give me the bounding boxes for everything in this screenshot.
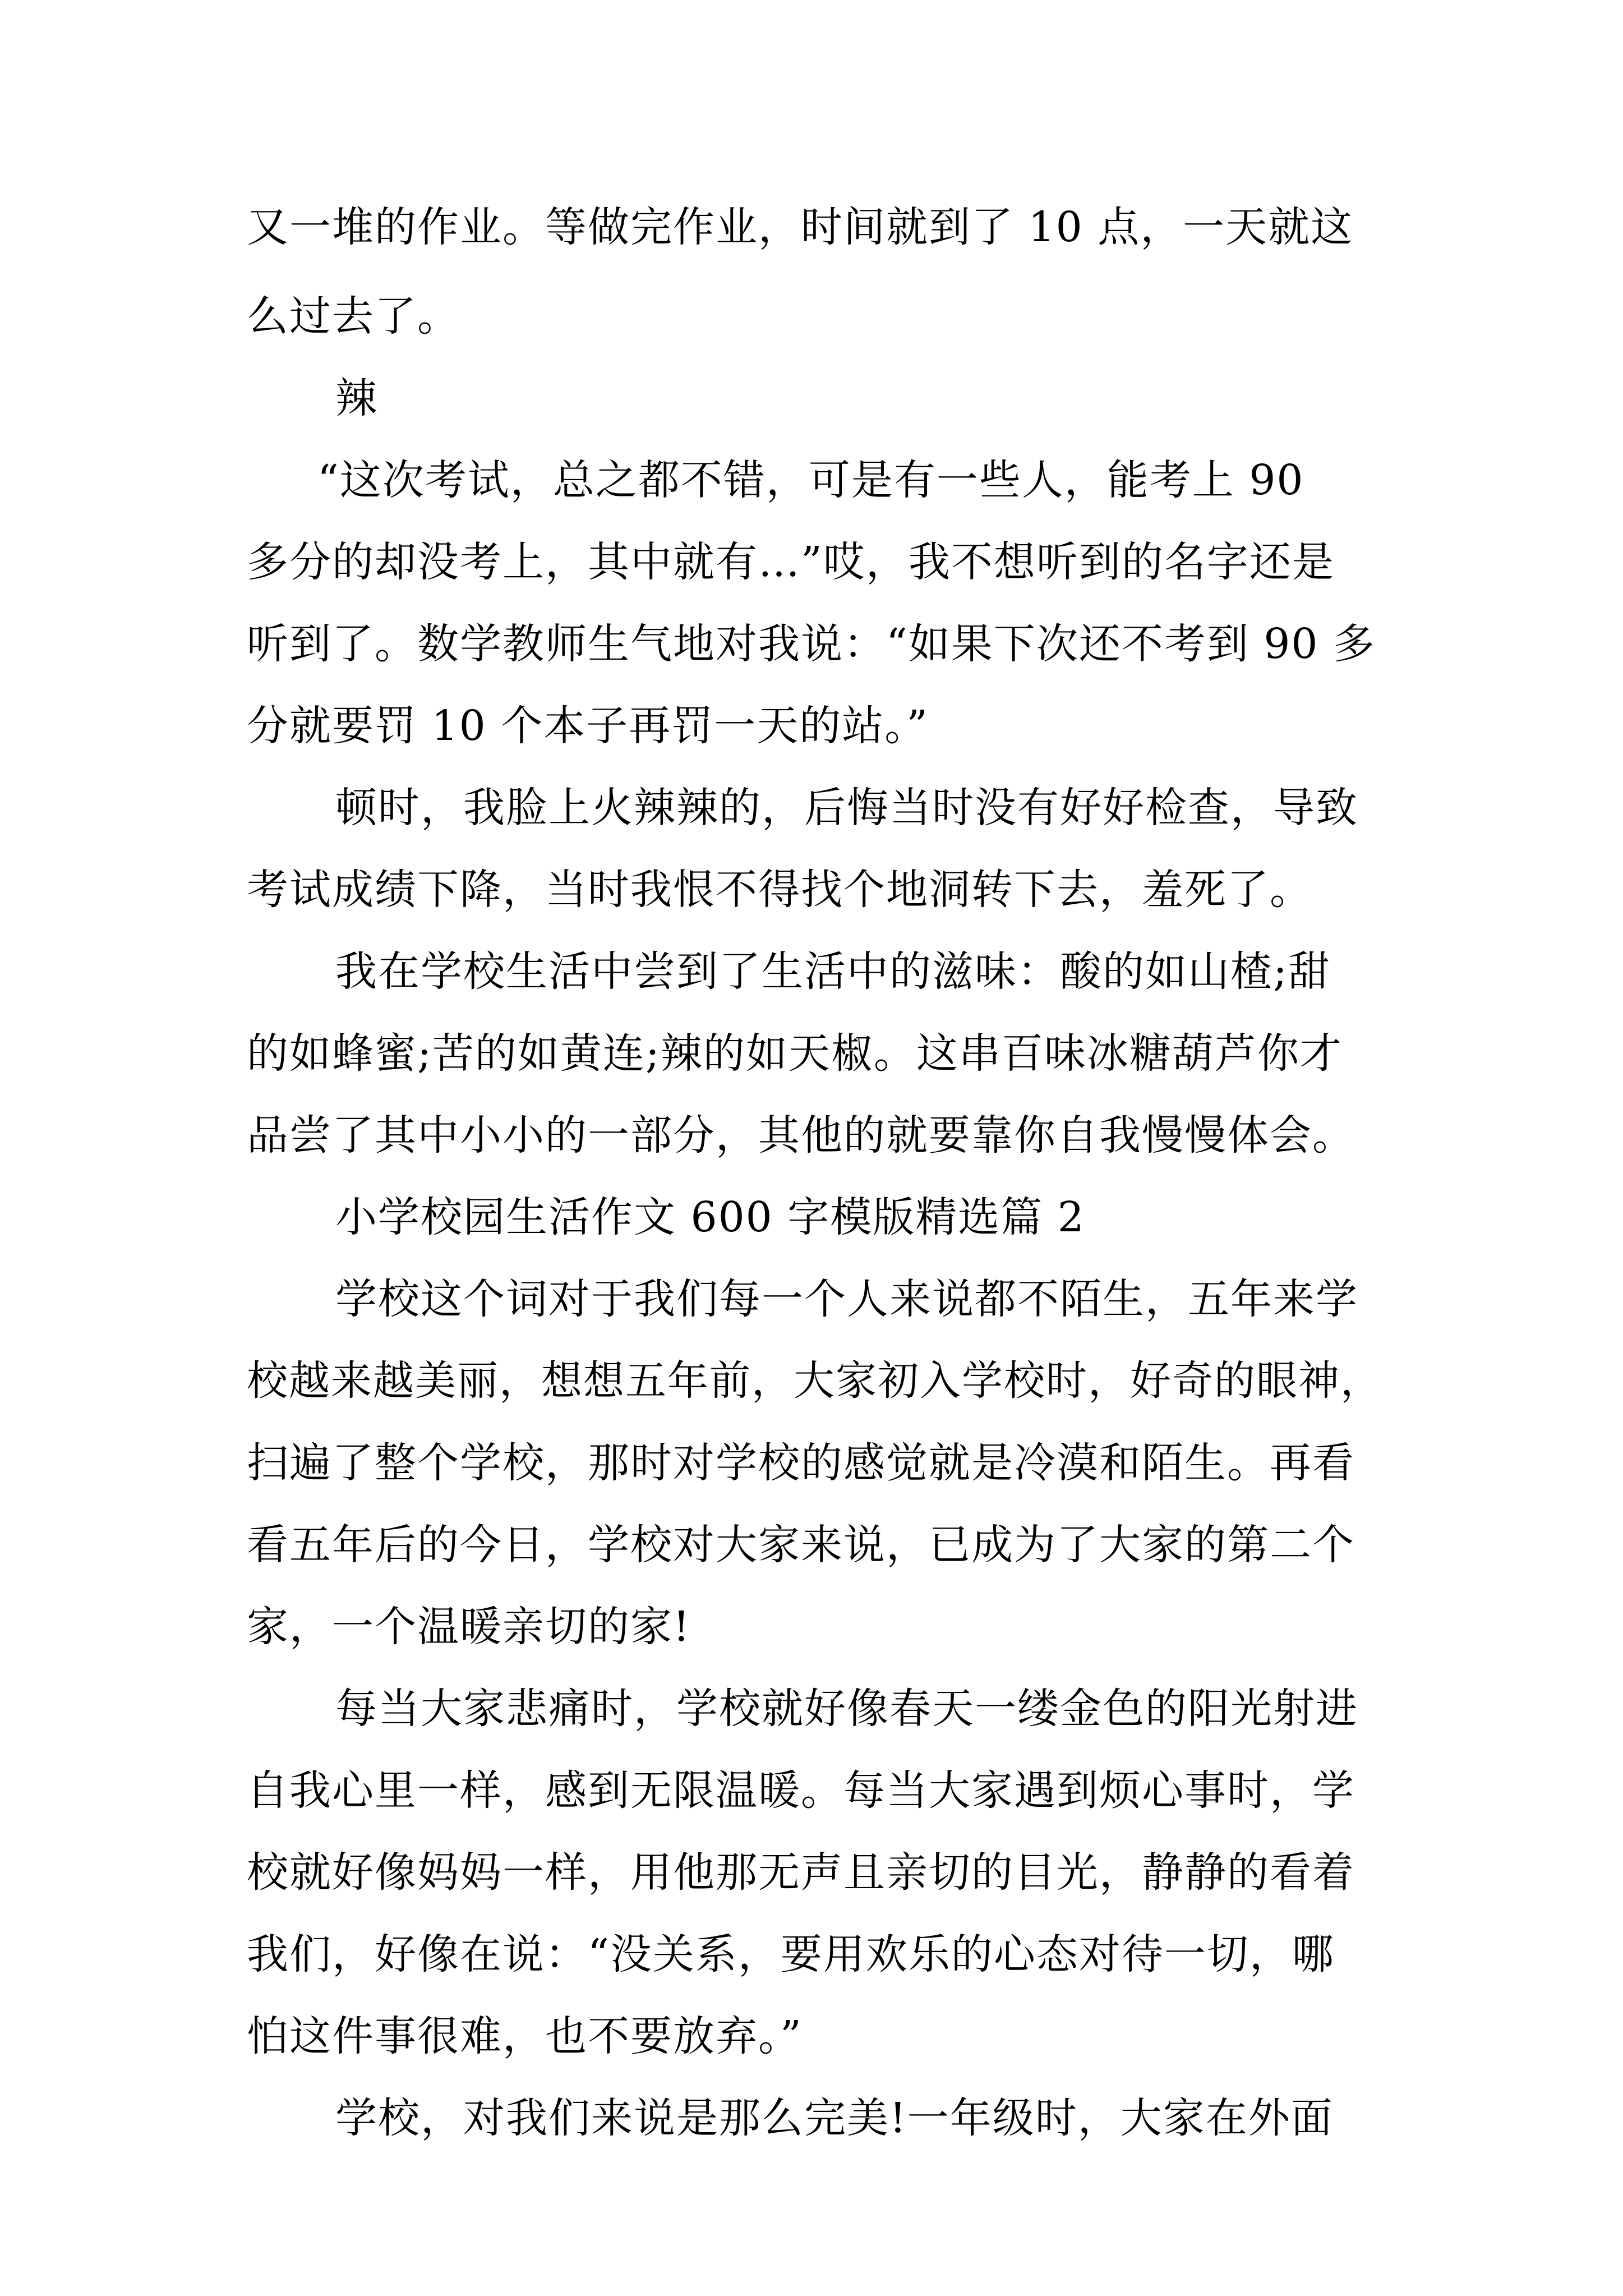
text-line-24: 学校，对我们来说是那么完美!一年级时，大家在外面: [335, 2094, 1334, 2142]
text-line-2: 么过去了。: [247, 292, 460, 341]
text-line-1: 又一堆的作业。等做完作业，时间就到了 10 点，一天就这: [247, 203, 1354, 251]
text-line-12: 品尝了其中小小的一部分，其他的就要靠你自我慢慢体会。: [247, 1111, 1355, 1159]
text-line-23: 怕这件事很难，也不要放弃。”: [247, 2012, 803, 2060]
text-line-17: 看五年后的今日，学校对大家来说，已成为了大家的第二个: [247, 1521, 1355, 1569]
text-line-19: 每当大家悲痛时，学校就好像春天一缕金色的阳光射进: [335, 1685, 1358, 1733]
text-line-21: 校就好像妈妈一样，用他那无声且亲切的目光，静静的看着: [247, 1848, 1355, 1897]
text-line-20: 自我心里一样，感到无限温暖。每当大家遇到烦心事时，学: [247, 1766, 1355, 1815]
text-line-5: 多分的却没考上，其中就有…”哎，我不想听到的名字还是: [247, 538, 1335, 586]
section-heading: 小学校园生活作文 600 字模版精选篇 2: [335, 1193, 1085, 1241]
text-line-22: 我们，好像在说：“没关系，要用欢乐的心态对待一切，哪: [247, 1930, 1335, 1978]
text-line-15: 校越来越美丽，想想五年前，大家初入学校时，好奇的眼神，: [247, 1357, 1382, 1405]
text-line-14: 学校这个词对于我们每一个人来说都不陌生，五年来学: [335, 1275, 1358, 1323]
text-line-4: “这次考试，总之都不错，可是有一些人，能考上 90: [317, 456, 1304, 504]
text-line-9: 考试成绩下降，当时我恨不得找个地洞转下去，羞死了。: [247, 866, 1312, 914]
text-line-16: 扫遍了整个学校，那时对学校的感觉就是冷漠和陌生。再看: [247, 1439, 1355, 1487]
text-line-7: 分就要罚 10 个本子再罚一天的站。”: [247, 702, 929, 750]
text-line-10: 我在学校生活中尝到了生活中的滋味：酸的如山楂;甜: [335, 947, 1331, 996]
text-line-3: 辣: [335, 374, 378, 422]
text-line-8: 顿时，我脸上火辣辣的，后悔当时没有好好检查，导致: [335, 784, 1358, 832]
text-line-6: 听到了。数学教师生气地对我说：“如果下次还不考到 90 多: [247, 620, 1376, 668]
text-line-18: 家，一个温暖亲切的家!: [247, 1603, 691, 1651]
text-line-11: 的如蜂蜜;苦的如黄连;辣的如天椒。这串百味冰糖葫芦你才: [247, 1029, 1343, 1078]
